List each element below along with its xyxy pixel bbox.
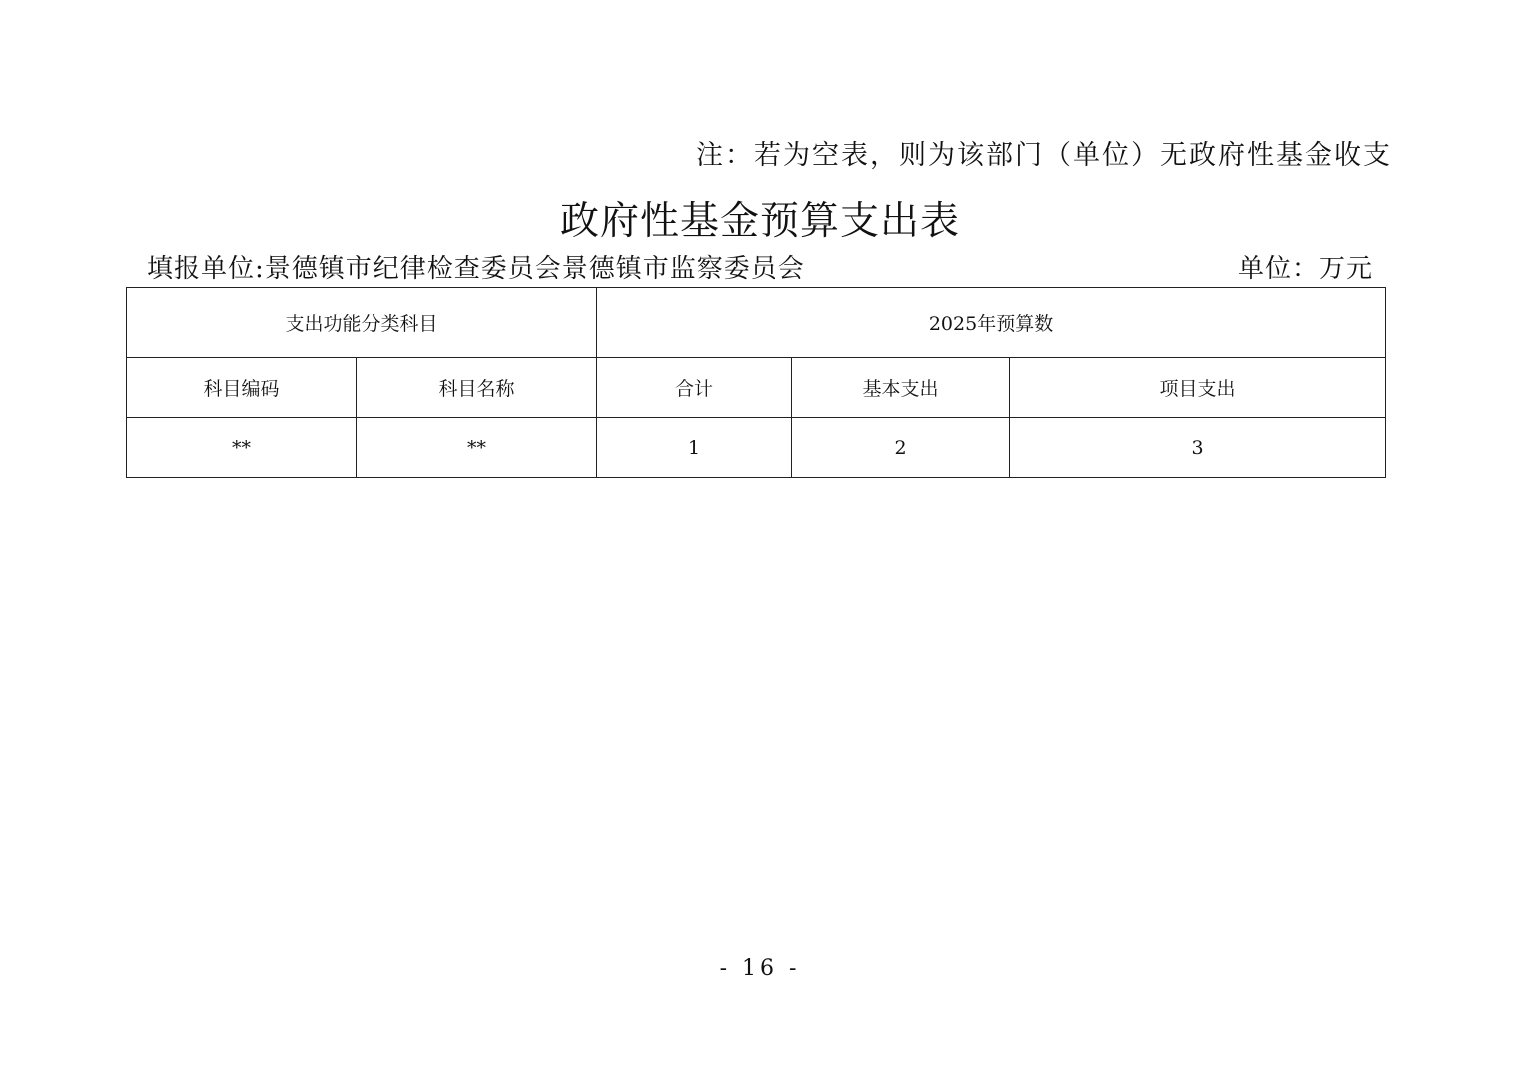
index-cell: **: [127, 418, 357, 478]
page-title: 政府性基金预算支出表: [559, 199, 960, 244]
index-cell: 1: [597, 418, 792, 478]
header-budget-cell: 2025年预算数: [597, 288, 1386, 358]
header-subject-name: 科目名称: [357, 358, 597, 418]
table-header-row: [127, 288, 1386, 358]
budget-expenditure-table: [126, 287, 1386, 478]
table-row: [127, 418, 1386, 478]
index-cell: 3: [1010, 418, 1386, 478]
header-category-cell: 支出功能分类科目: [127, 288, 597, 358]
index-cell: **: [357, 418, 597, 478]
table-subheader-row: [127, 358, 1386, 418]
header-project-expenditure: 项目支出: [1010, 358, 1386, 418]
header-total: 合计: [597, 358, 792, 418]
empty-table-note: 注：若为空表，则为该部门（单位）无政府性基金收支: [696, 140, 1392, 171]
filing-unit-label: 填报单位:景德镇市纪律检查委员会景德镇市监察委员会: [147, 254, 805, 284]
money-unit-label: 单位：万元: [1237, 254, 1373, 284]
index-cell: 2: [792, 418, 1010, 478]
page-number: - 16 -: [719, 956, 801, 981]
header-subject-code: 科目编码: [127, 358, 357, 418]
header-basic-expenditure: 基本支出: [792, 358, 1010, 418]
